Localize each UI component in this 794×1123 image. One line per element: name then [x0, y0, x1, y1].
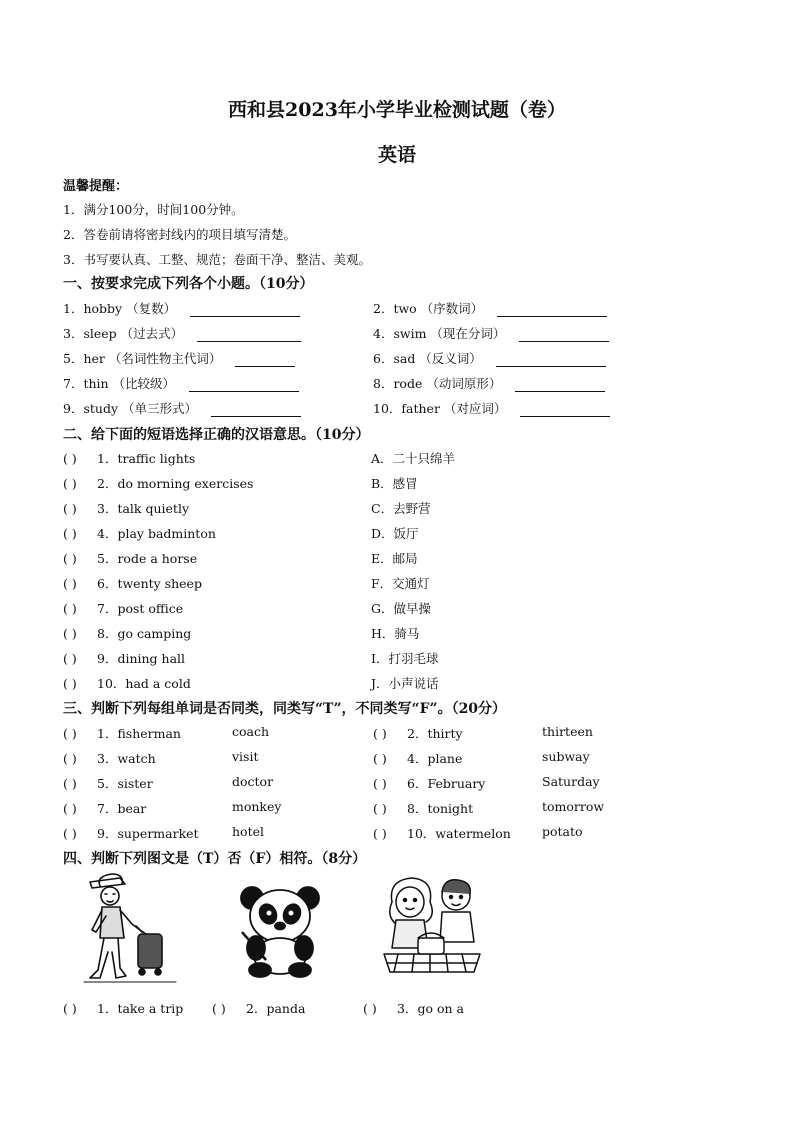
word-2: subway	[542, 749, 590, 764]
match-row	[63, 524, 216, 542]
answer-blank[interactable]	[190, 302, 300, 317]
answer-paren[interactable]: ( )	[63, 676, 77, 691]
answer-paren[interactable]: ( )	[373, 826, 387, 841]
answer-blank[interactable]	[515, 377, 605, 392]
q1-item-label: 2．two （序数词）	[373, 301, 484, 316]
picture-item-label: 3．go on a	[397, 1001, 464, 1016]
answer-paren[interactable]: ( )	[63, 626, 77, 641]
answer-blank[interactable]	[496, 352, 606, 367]
phrase-label: 3．talk quietly	[97, 501, 190, 516]
answer-paren[interactable]: ( )	[63, 801, 77, 816]
answer-paren[interactable]: ( )	[63, 476, 77, 491]
picture-item	[212, 999, 305, 1017]
answer-paren[interactable]: ( )	[63, 451, 77, 466]
word-group-row	[373, 749, 462, 767]
answer-blank[interactable]	[211, 402, 301, 417]
answer-blank[interactable]	[189, 377, 299, 392]
picture-item-label: 2．panda	[246, 1001, 306, 1016]
meaning-option: D．饭厅	[371, 526, 419, 541]
answer-paren[interactable]: ( )	[63, 726, 77, 741]
answer-paren[interactable]: ( )	[63, 751, 77, 766]
match-row	[63, 574, 202, 592]
word-2: tomorrow	[542, 799, 605, 814]
answer-paren[interactable]: ( )	[63, 651, 77, 666]
section-2-heading: 二、给下面的短语选择正确的汉语意思。（10分）	[63, 427, 370, 443]
meaning-option: J．小声说话	[371, 676, 439, 691]
answer-paren[interactable]: ( )	[212, 1001, 226, 1016]
word-group-row	[63, 724, 181, 742]
q1-item-label: 6．sad （反义词）	[373, 351, 482, 366]
phrase-label: 2．do morning exercises	[97, 476, 254, 491]
match-row	[63, 624, 191, 642]
word-1: 9．supermarket	[97, 826, 199, 841]
page-title: 西和县2023年小学毕业检测试题（卷）	[228, 99, 566, 121]
answer-blank[interactable]	[519, 327, 609, 342]
panda-picture	[236, 880, 326, 978]
word-2: hotel	[232, 824, 264, 839]
picnic-picture	[378, 872, 486, 978]
q1-item-label: 7．thin （比较级）	[63, 376, 176, 391]
picture-item	[363, 999, 464, 1017]
q1-item-label: 10．father （对应词）	[373, 401, 507, 416]
answer-paren[interactable]: ( )	[373, 801, 387, 816]
answer-paren[interactable]: ( )	[373, 726, 387, 741]
word-group-row	[63, 824, 199, 842]
answer-paren[interactable]: ( )	[63, 601, 77, 616]
word-1: 3．watch	[97, 751, 156, 766]
answer-paren[interactable]: ( )	[63, 776, 77, 791]
word-1: 5．sister	[97, 776, 153, 791]
word-1: 7．bear	[97, 801, 147, 816]
phrase-label: 4．play badminton	[97, 526, 216, 541]
word-group-row	[373, 724, 463, 742]
word-group-row	[63, 749, 156, 767]
phrase-label: 6．twenty sheep	[97, 576, 202, 591]
reminder-item: 2．答卷前请将密封线内的项目填写清楚。	[63, 227, 296, 242]
match-row	[63, 674, 191, 692]
word-1: 8．tonight	[407, 801, 474, 816]
reminder-heading: 温馨提醒：	[63, 179, 129, 194]
match-row	[63, 499, 189, 517]
answer-blank[interactable]	[497, 302, 607, 317]
q1-item-label: 1．hobby （复数）	[63, 301, 177, 316]
word-2: Saturday	[542, 774, 600, 789]
word-2: thirteen	[542, 724, 593, 739]
q1-item	[63, 374, 299, 392]
word-group-row	[63, 774, 153, 792]
phrase-label: 1．traffic lights	[97, 451, 196, 466]
word-group-row	[373, 824, 511, 842]
q1-item	[63, 399, 301, 417]
q1-item-label: 5．her （名词性物主代词）	[63, 351, 222, 366]
meaning-option: G．做早操	[371, 601, 431, 616]
meaning-option: I．打羽毛球	[371, 651, 439, 666]
answer-paren[interactable]: ( )	[63, 551, 77, 566]
q1-item-label: 8．rode （动词原形）	[373, 376, 502, 391]
match-row	[63, 474, 253, 492]
meaning-option: C．去野营	[371, 501, 431, 516]
subject-title: 英语	[377, 144, 416, 166]
answer-paren[interactable]: ( )	[373, 751, 387, 766]
answer-paren[interactable]: ( )	[63, 1001, 77, 1016]
reminder-item: 3．书写要认真、工整、规范；卷面干净、整洁、美观。	[63, 252, 371, 267]
word-1: 6．February	[407, 776, 486, 791]
word-1: 2．thirty	[407, 726, 463, 741]
match-row	[63, 449, 195, 467]
meaning-option: F．交通灯	[371, 576, 430, 591]
section-1-heading: 一、按要求完成下列各个小题。（10分）	[63, 276, 314, 292]
meaning-option: B．感冒	[371, 476, 418, 491]
match-row	[63, 649, 185, 667]
q1-item	[373, 349, 606, 367]
word-2: visit	[232, 749, 259, 764]
q1-item	[373, 399, 610, 417]
word-2: doctor	[232, 774, 274, 789]
phrase-label: 5．rode a horse	[97, 551, 198, 566]
q1-item	[63, 349, 295, 367]
word-2: coach	[232, 724, 270, 739]
q1-item-label: 9．study （单三形式）	[63, 401, 197, 416]
q1-item-label: 3．sleep （过去式）	[63, 326, 184, 341]
word-1: 4．plane	[407, 751, 463, 766]
q1-item	[373, 374, 605, 392]
word-2: potato	[542, 824, 583, 839]
word-1: 10．watermelon	[407, 826, 511, 841]
phrase-label: 9．dining hall	[97, 651, 186, 666]
word-group-row	[373, 774, 485, 792]
answer-paren[interactable]: ( )	[63, 576, 77, 591]
answer-paren[interactable]: ( )	[373, 776, 387, 791]
q1-item	[63, 299, 300, 317]
answer-paren[interactable]: ( )	[63, 501, 77, 516]
word-1: 1．fisherman	[97, 726, 181, 741]
answer-paren[interactable]: ( )	[63, 526, 77, 541]
meaning-option: A．二十只绵羊	[371, 451, 456, 466]
word-group-row	[63, 799, 146, 817]
phrase-label: 7．post office	[97, 601, 184, 616]
answer-paren[interactable]: ( )	[63, 826, 77, 841]
reminder-item: 1．满分100分，时间100分钟。	[63, 202, 244, 217]
q1-item-label: 4．swim （现在分词）	[373, 326, 506, 341]
phrase-label: 8．go camping	[97, 626, 192, 641]
picture-item	[63, 999, 183, 1017]
answer-blank[interactable]	[197, 327, 301, 342]
picture-item-label: 1．take a trip	[97, 1001, 184, 1016]
answer-blank[interactable]	[235, 352, 295, 367]
phrase-label: 10．had a cold	[97, 676, 191, 691]
answer-paren[interactable]: ( )	[363, 1001, 377, 1016]
traveler-picture	[80, 872, 180, 990]
word-2: monkey	[232, 799, 282, 814]
meaning-option: E．邮局	[371, 551, 418, 566]
q1-item	[63, 324, 301, 342]
match-row	[63, 599, 183, 617]
section-4-heading: 四、判断下列图文是（T）否（F）相符。（8分）	[63, 851, 367, 867]
q1-item	[373, 299, 607, 317]
word-group-row	[373, 799, 473, 817]
meaning-option: H．骑马	[371, 626, 420, 641]
answer-blank[interactable]	[520, 402, 610, 417]
q1-item	[373, 324, 609, 342]
match-row	[63, 549, 197, 567]
section-3-heading: 三、判断下列每组单词是否同类，同类写“T”，不同类写“F”。（20分）	[63, 701, 507, 717]
